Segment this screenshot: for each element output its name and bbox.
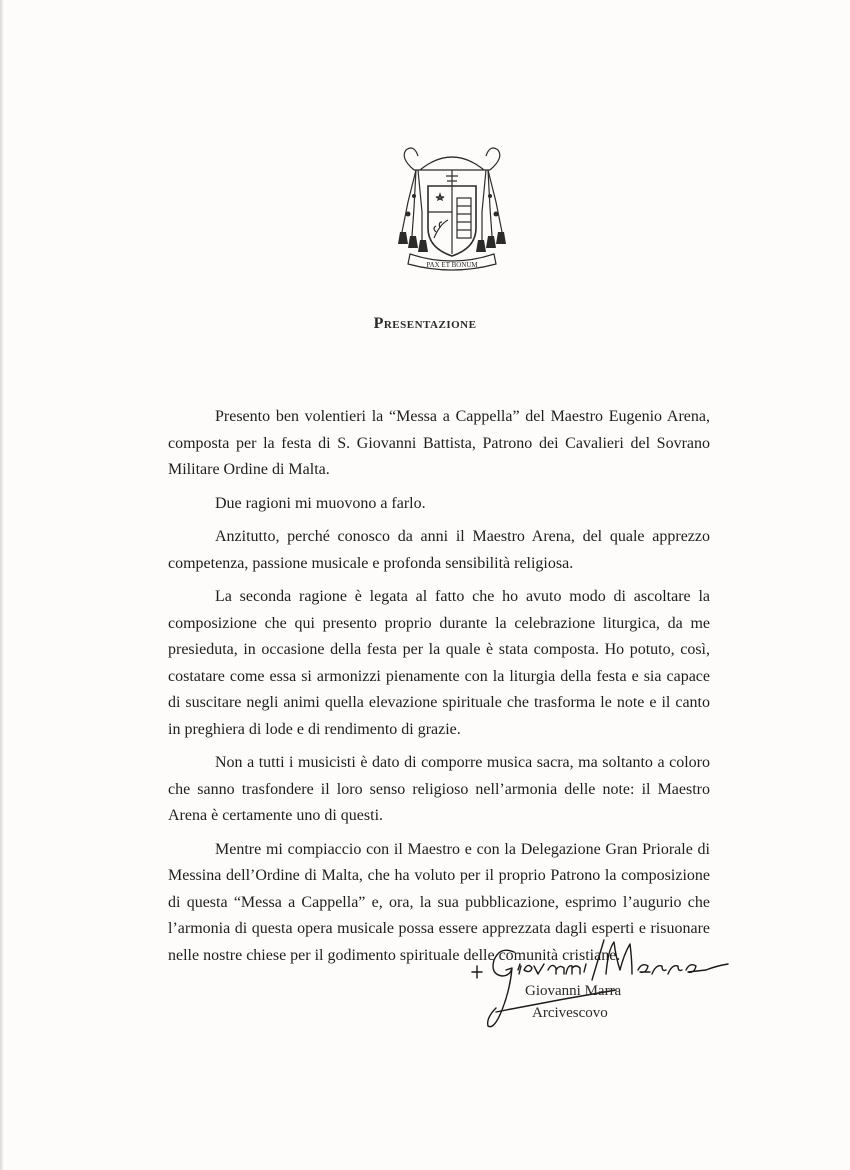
signer-name: Giovanni Marra xyxy=(525,983,622,999)
paragraph: La seconda ragione è legata al fatto che ho avuto modo di ascoltare la composizione che qui presento proprio durante la celebrazione liturgica, da me presieduta, in occasione della festa per la quale è stata composta. Ho potuto, così, costatare come essa si armonizzi pienamente con la liturgia della festa e sia capace di suscitare negli animi quella elevazione spirituale che trasforma le note e il canto in preghiera di lode e di rendimento di grazie. xyxy=(168,588,710,738)
paragraph: Non a tutti i musicisti è dato di comporre musica sacra, ma soltanto a coloro che sanno trasfondere il loro senso religioso nell’armonia delle note: il Maestro Arena è certamente uno di questi. xyxy=(168,754,710,824)
document-body xyxy=(168,404,710,976)
paragraph: Due ragioni mi muovono a farlo. xyxy=(215,494,426,512)
paragraph: Mentre mi compiaccio con il Maestro e con la Delegazione Gran Priorale di Messina dell’Ordine di Malta, che ha voluto per il proprio Patrono la composizione di questa “Messa a Cappella” e, ora, la sua pubblicazione, esprimo l’augurio che l’armonia di questa opera musicale possa essere apprezzata dagli esperti e risuonare nelle nostre chiese per il godimento spirituale delle comunità cristiane. xyxy=(168,840,710,964)
signer-role: Arcivescovo xyxy=(532,1005,608,1021)
signature-block xyxy=(523,980,663,1024)
paragraph: Presento ben volentieri la “Messa a Cappella” del Maestro Eugenio Arena, composta per la festa di S. Giovanni Battista, Patrono dei Cavalieri del Sovrano Militare Ordine di Malta. xyxy=(168,408,710,478)
crest-motto: PAX ET BONUM xyxy=(426,261,478,269)
paragraph: Anzitutto, perché conosco da anni il Maestro Arena, del quale apprezzo competenza, passione musicale e profonda sensibilità religiosa. xyxy=(168,528,710,572)
page-edge xyxy=(0,0,4,1170)
page-title: Presentazione xyxy=(373,315,477,332)
coat-of-arms-emblem xyxy=(392,140,512,278)
